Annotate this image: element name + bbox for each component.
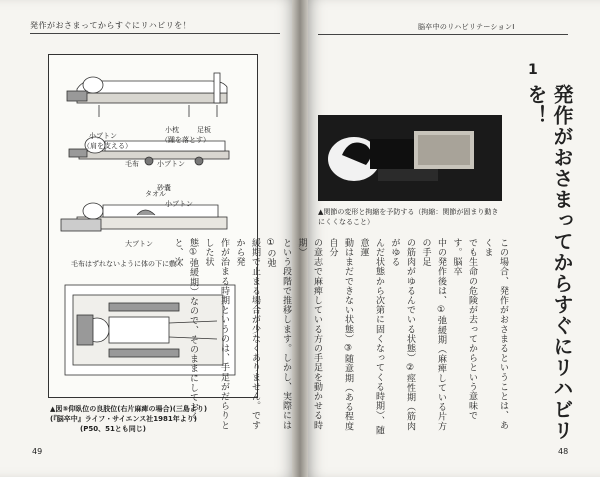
right-page-number: 48 [558, 447, 569, 456]
chapter-title: 発作がおさまってからすぐにリハビリを！ [524, 84, 574, 441]
right-running-header: 脳卒中のリハビリテーションⅠ [418, 23, 515, 31]
chapter-number: 1 [528, 62, 538, 78]
left-running-header: 発作がおさまってからすぐにリハビリを！ [30, 21, 192, 30]
label-small-futon-2: 小ブトン [157, 160, 185, 168]
illustration-3 [61, 203, 227, 231]
body-line: の意志で麻痺している方の手足を動かせる時期） [296, 238, 322, 430]
label-towel: タオル [145, 190, 166, 198]
label-blanket-note: 毛布はずれないように体の下に敷く [71, 260, 183, 268]
body-line: この場合、発作がおさまるということは、あくま [482, 238, 508, 430]
label-small-futon: 小ブトン [89, 132, 117, 140]
body-line: 中の発作後は、①弛緩期（麻痺している片方の手足 [420, 238, 446, 431]
label-footboard: 足板 [197, 126, 211, 134]
label-blanket: 毛布 [125, 160, 139, 168]
body-line: でも生命の危険が去ってからという意味です。脳卒 [451, 238, 477, 421]
photo-caption: ▲関節の変形と拘縮を予防する（拘縮：関節が固まり動きにくくなること） [318, 208, 499, 226]
left-page-number: 49 [32, 447, 43, 456]
label-small-futon-note: （肩を支える） [83, 142, 132, 150]
right-header-rule [318, 34, 568, 35]
label-small-pillow-note: （踵を落とす） [161, 136, 210, 144]
caption-line-2: (『脳卒中』ライフ・サイエンス社1981年より) [50, 415, 197, 423]
caption-line-3: (P50、51とも同じ) [80, 425, 147, 433]
label-sandbag: 砂嚢 [157, 184, 171, 192]
photo-illustration [318, 115, 502, 201]
body-line: 緩期で止まる場合が少なくありません。ですから発 [234, 238, 260, 430]
left-header-rule [30, 33, 280, 34]
body-line: 態①弛緩期）なので、そのままにしておくと、次 [172, 238, 198, 422]
label-small-futon-3: 小ブトン [165, 200, 193, 208]
illustration-1 [67, 73, 227, 117]
label-small-pillow: 小枕 [165, 126, 179, 134]
caption-line-1: ▲図⑤仰臥位の良肢位(右片麻痺の場合)(三島より) [50, 405, 208, 413]
body-line: 動はまだできない状態）③随意期（ある程度自分 [327, 238, 353, 431]
rehab-photo [318, 115, 502, 201]
body-text [172, 238, 510, 438]
body-line: 作が治まる時期というのは、手足がだらりとした状 [203, 238, 229, 430]
body-line: んだ状態から次第に固くなってくる時期）、随意運 [358, 238, 384, 436]
body-line: という段階で推移します。しかし、実際には①の弛 [265, 238, 291, 430]
body-line: の筋肉がゆるんでいる状態）②痙性期（筋肉がゆる [389, 238, 415, 431]
label-large-futon: 大ブトン [125, 240, 153, 248]
